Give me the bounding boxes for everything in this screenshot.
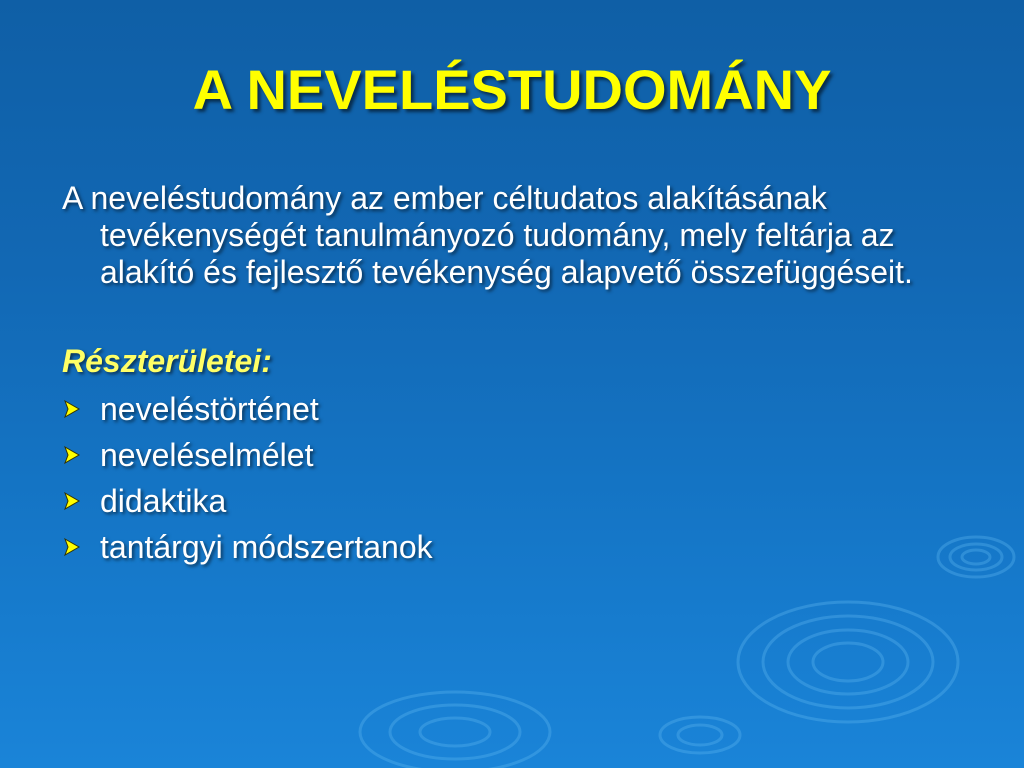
bullet-label: neveléstörténet <box>100 390 319 427</box>
slide-content <box>62 180 962 570</box>
subfields-heading: Részterületei: <box>62 343 272 379</box>
arrow-right-icon <box>62 490 92 512</box>
slide-title: A NEVELÉSTUDOMÁNY <box>192 58 832 121</box>
bullet-label: neveléselmélet <box>100 436 314 473</box>
arrow-right-icon <box>62 444 92 466</box>
definition-paragraph: A neveléstudomány az ember céltudatos alakításának tevékenységét tanulmányozó tudomány, mely feltárja az alakító és fejlesztő tevékenység alapvető összefüggéseit. <box>62 180 913 290</box>
list-item <box>62 524 962 570</box>
bullet-label: tantárgyi módszertanok <box>100 528 433 565</box>
subfields-list <box>62 386 962 570</box>
list-item <box>62 478 962 524</box>
list-item <box>62 386 962 432</box>
bullet-label: didaktika <box>100 482 227 519</box>
list-item <box>62 432 962 478</box>
arrow-right-icon <box>62 398 92 420</box>
arrow-right-icon <box>62 536 92 558</box>
